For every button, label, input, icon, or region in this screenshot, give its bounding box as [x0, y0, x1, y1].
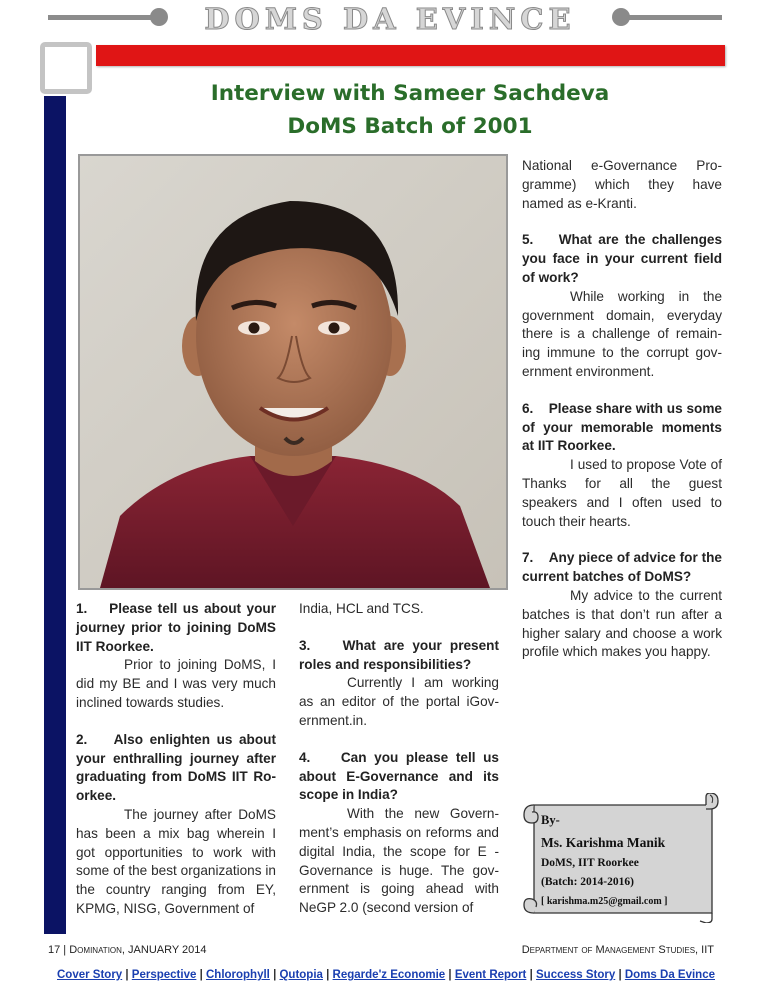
issue-name: Domination: [69, 944, 122, 956]
nav-link-cover-story[interactable]: Cover Story: [57, 969, 123, 981]
nav-link-doms-da-evince[interactable]: Doms Da Evince: [624, 969, 715, 981]
page-footer-left: 17 | Domination, JANUARY 2014: [48, 944, 207, 956]
interviewee-photo: [78, 154, 508, 590]
page-number: 17: [48, 944, 61, 956]
section-nav: Cover Story | Perspective | Chlorophyll | Qutopia | Regarde'z Economie | Event Report | Success Story | Doms Da Evince: [57, 969, 715, 981]
nav-link-perspective[interactable]: Perspective: [131, 969, 197, 981]
column-2: [299, 600, 499, 918]
article-title: Interview with Sameer Sachdeva: [210, 81, 610, 106]
answer-6: I used to propose Vote of Thanks for all the guest speakers and I often used to touch their hearts.: [522, 457, 722, 529]
answer-7: My advice to the current batches is that don’t run after a higher salary and choose a work profile which makes you happy.: [522, 587, 722, 660]
answer-2: The journey after DoMS has been a mix bag wherein I got opportunities to work with some of the best organizations in the country ranging from EY, KPMG, NISG, Government of: [76, 806, 276, 916]
column-1: [76, 600, 276, 919]
article-subtitle: DoMS Batch of 2001: [287, 114, 533, 139]
nav-link-regardez-economie[interactable]: Regarde'z Economie: [332, 969, 446, 981]
nav-link-event-report[interactable]: Event Report: [454, 969, 527, 981]
answer-4: With the new Govern-ment’s emphasis on reforms and digital India, the scope for E -Governance is huge. The gov-ernment is going ahead with NeGP 2.0 (second version of: [299, 806, 499, 916]
question-4: 4. Can you please tell us about E-Governance and its scope in India?: [299, 749, 499, 803]
byline-dept: DoMS, IIT Roorkee: [541, 857, 639, 869]
byline-batch: (Batch: 2014-2016): [541, 876, 634, 888]
byline-by: By-: [541, 813, 560, 827]
magazine-section-banner: DOMS DA EVINCE: [204, 2, 576, 36]
answer-1: Prior to joining DoMS, I did my BE and I was very much inclined towards studies.: [76, 657, 276, 710]
answer-4-continued: National e-Governance Pro-gramme) which they have named as e-Kranti.: [522, 158, 722, 211]
question-1: 1. Please tell us about your journey prior to joining DoMS IIT Roorkee.: [76, 601, 276, 654]
red-header-bar: [96, 45, 725, 66]
question-6: 6. Please share with us some of your memorable moments at IIT Roorkee.: [522, 400, 722, 454]
header-rule-left: [48, 15, 158, 20]
question-7: 7. Any piece of advice for the current batches of DoMS?: [522, 550, 722, 585]
author-byline-scroll: [520, 793, 724, 923]
nav-link-success-story[interactable]: Success Story: [536, 969, 616, 981]
byline-email: [ karishma.m25@gmail.com ]: [541, 896, 668, 907]
answer-5: While working in the government domain, everyday there is a challenge of remain-ing immune to the corrupt gov-ernment environment.: [522, 288, 722, 379]
department-footer: Department of Management Studies, IIT: [521, 944, 714, 956]
question-2: 2. Also enlighten us about your enthralling journey after graduating from DoMS IIT Ro-orkee.: [76, 731, 276, 804]
answer-2-continued: India, HCL and TCS.: [299, 601, 424, 616]
corner-ornament: [40, 42, 92, 94]
nav-link-qutopia[interactable]: Qutopia: [279, 969, 323, 981]
portrait-image: [80, 156, 506, 588]
issue-date: , JANUARY 2014: [121, 944, 207, 956]
answer-3: Currently I am working as an editor of the portal iGov-ernment.in.: [299, 675, 499, 728]
header-rule-right: [622, 15, 722, 20]
byline-name: Ms. Karishma Manik: [541, 835, 666, 850]
question-3: 3. What are your present roles and responsibilities?: [299, 637, 499, 672]
question-5: 5. What are the challenges you face in your current field of work?: [522, 232, 722, 285]
navy-side-bar: [44, 96, 66, 934]
nav-link-chlorophyll[interactable]: Chlorophyll: [205, 969, 270, 981]
column-3: [522, 157, 722, 662]
